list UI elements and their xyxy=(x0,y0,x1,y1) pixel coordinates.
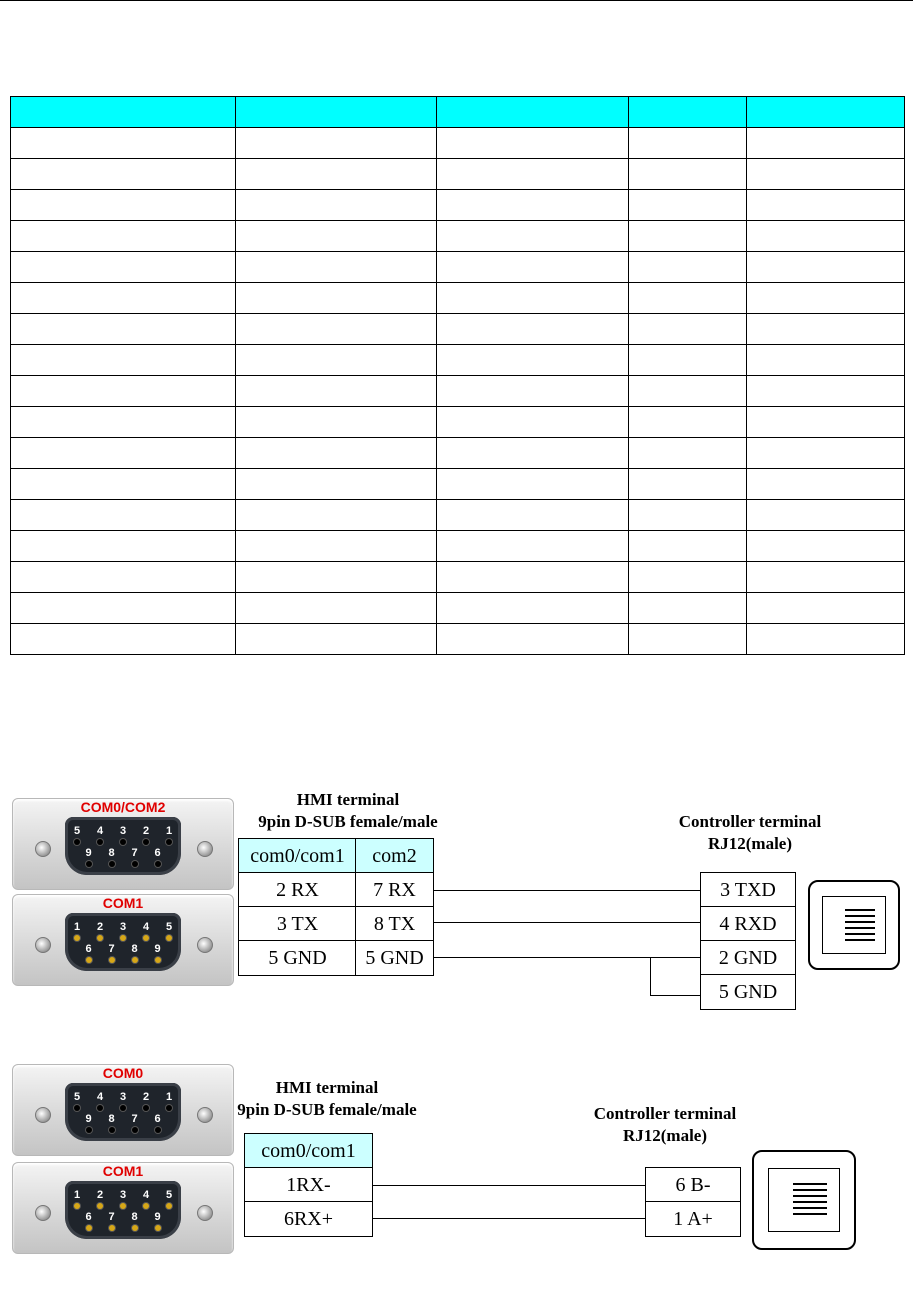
pin-2: 2 xyxy=(140,1091,153,1111)
pin-7: 7 xyxy=(128,847,141,867)
table-cell xyxy=(437,376,629,407)
pin-2: 2 xyxy=(140,825,153,845)
table-header-cell xyxy=(437,97,629,128)
table-cell xyxy=(437,159,629,190)
table-cell xyxy=(236,376,437,407)
page-top-rule xyxy=(0,0,913,1)
table-cell xyxy=(11,221,236,252)
table-cell xyxy=(11,190,236,221)
table-cell xyxy=(236,252,437,283)
table-cell xyxy=(629,190,747,221)
dsub9-female-icon xyxy=(65,817,181,875)
screw-icon xyxy=(197,1205,213,1221)
table-cell xyxy=(629,593,747,624)
table-row xyxy=(11,500,905,531)
pin-7: 7 xyxy=(128,1113,141,1133)
dsub9-male-icon xyxy=(65,1181,181,1239)
wire xyxy=(650,995,700,996)
port-label: COM1 xyxy=(102,1163,144,1179)
table-cell xyxy=(437,562,629,593)
table-row xyxy=(11,624,905,655)
table-cell xyxy=(236,407,437,438)
table-cell xyxy=(629,562,747,593)
hmi-pin-cell: 8 TX xyxy=(355,906,434,942)
hmi-header-com0-com1: com0/com1 xyxy=(244,1133,373,1169)
device-table xyxy=(10,96,905,655)
table-cell xyxy=(11,314,236,345)
controller-pin-cell: 4 RXD xyxy=(700,906,796,942)
table-cell xyxy=(629,438,747,469)
hmi-pin-cell: 6RX+ xyxy=(244,1201,373,1237)
pin-9: 9 xyxy=(151,1211,164,1231)
screw-icon xyxy=(197,841,213,857)
table-cell xyxy=(437,345,629,376)
table-cell xyxy=(11,531,236,562)
table-cell xyxy=(747,159,905,190)
table-cell xyxy=(236,500,437,531)
table-cell xyxy=(629,283,747,314)
table-cell xyxy=(629,159,747,190)
table-cell xyxy=(236,128,437,159)
table-cell xyxy=(437,469,629,500)
table-cell xyxy=(747,593,905,624)
connector-com0 xyxy=(12,1064,234,1156)
table-header-cell xyxy=(747,97,905,128)
table-cell xyxy=(747,500,905,531)
table-cell xyxy=(747,283,905,314)
table-cell xyxy=(437,407,629,438)
table-cell xyxy=(437,252,629,283)
controller-terminal-title: Controller terminal xyxy=(678,812,822,831)
table-row xyxy=(11,531,905,562)
table-cell xyxy=(437,500,629,531)
screw-icon xyxy=(197,1107,213,1123)
table-cell xyxy=(11,593,236,624)
wire xyxy=(372,1185,645,1186)
controller-terminal-title: Controller terminal xyxy=(593,1104,737,1123)
table-cell xyxy=(629,128,747,159)
table-cell xyxy=(629,624,747,655)
pin-3: 3 xyxy=(117,1091,130,1111)
pin-1: 1 xyxy=(163,1091,176,1111)
pin-1: 1 xyxy=(71,1189,84,1209)
table-cell xyxy=(747,190,905,221)
table-cell xyxy=(629,469,747,500)
pin-1: 1 xyxy=(71,921,84,941)
table-cell xyxy=(236,469,437,500)
table-cell xyxy=(747,128,905,159)
table-cell xyxy=(437,128,629,159)
pin-4: 4 xyxy=(94,1091,107,1111)
table-cell xyxy=(11,283,236,314)
table-cell xyxy=(437,624,629,655)
table-cell xyxy=(11,624,236,655)
table-cell xyxy=(629,376,747,407)
table-cell xyxy=(236,159,437,190)
hmi-pin-cell: 1RX- xyxy=(244,1167,373,1203)
table-cell xyxy=(236,562,437,593)
table-cell xyxy=(629,345,747,376)
table-header-cell xyxy=(629,97,747,128)
wire xyxy=(372,1218,645,1219)
hmi-pin-cell: 5 GND xyxy=(238,940,357,976)
table-cell xyxy=(747,252,905,283)
hmi-terminal-subtitle: 9pin D-SUB female/male xyxy=(258,812,438,831)
wire xyxy=(433,957,700,958)
table-cell xyxy=(747,314,905,345)
controller-pin-cell: 3 TXD xyxy=(700,872,796,908)
table-cell xyxy=(236,283,437,314)
connector-com0-com2 xyxy=(12,798,234,890)
hmi-terminal-title: HMI terminal xyxy=(296,790,400,809)
screw-icon xyxy=(35,1205,51,1221)
pin-9: 9 xyxy=(82,847,95,867)
table-cell xyxy=(629,500,747,531)
table-row xyxy=(11,376,905,407)
table-cell xyxy=(747,562,905,593)
table-cell xyxy=(437,190,629,221)
rj12-socket-icon xyxy=(752,1150,856,1250)
controller-pin-cell: 6 B- xyxy=(645,1167,741,1203)
hmi-terminal-subtitle: 9pin D-SUB female/male xyxy=(237,1100,417,1119)
table-cell xyxy=(629,407,747,438)
table-cell xyxy=(11,562,236,593)
table-row xyxy=(11,593,905,624)
table-cell xyxy=(747,624,905,655)
table-row xyxy=(11,190,905,221)
table-header-row xyxy=(11,97,905,128)
port-label: COM0 xyxy=(102,1065,144,1081)
screw-icon xyxy=(35,841,51,857)
pin-4: 4 xyxy=(140,1189,153,1209)
table-cell xyxy=(11,438,236,469)
table-row xyxy=(11,407,905,438)
table-cell xyxy=(747,221,905,252)
pin-3: 3 xyxy=(117,825,130,845)
pin-6: 6 xyxy=(82,1211,95,1231)
table-row xyxy=(11,345,905,376)
table-cell xyxy=(236,345,437,376)
rj12-socket-icon xyxy=(808,880,900,970)
table-cell xyxy=(747,438,905,469)
pin-8: 8 xyxy=(128,1211,141,1231)
pin-5: 5 xyxy=(71,825,84,845)
port-label: COM1 xyxy=(102,895,144,911)
table-row xyxy=(11,128,905,159)
controller-pin-cell: 2 GND xyxy=(700,940,796,976)
controller-pin-cell: 1 A+ xyxy=(645,1201,741,1237)
pin-5: 5 xyxy=(163,1189,176,1209)
dsub9-male-icon xyxy=(65,913,181,971)
pin-4: 4 xyxy=(140,921,153,941)
table-cell xyxy=(437,314,629,345)
pin-6: 6 xyxy=(82,943,95,963)
table-row xyxy=(11,159,905,190)
wire xyxy=(433,922,700,923)
pin-9: 9 xyxy=(82,1113,95,1133)
table-header-cell xyxy=(11,97,236,128)
wiring-diagram-rs485 xyxy=(0,1030,913,1260)
hmi-pin-cell: 2 RX xyxy=(238,872,357,908)
table-cell xyxy=(236,624,437,655)
table-cell xyxy=(11,128,236,159)
table-row xyxy=(11,283,905,314)
table-cell xyxy=(437,593,629,624)
pin-5: 5 xyxy=(71,1091,84,1111)
pin-5: 5 xyxy=(163,921,176,941)
table-cell xyxy=(437,283,629,314)
dsub9-female-icon xyxy=(65,1083,181,1141)
table-cell xyxy=(629,221,747,252)
table-cell xyxy=(747,376,905,407)
controller-terminal-subtitle: RJ12(male) xyxy=(622,1126,708,1145)
table-row xyxy=(11,469,905,500)
hmi-pin-cell: 5 GND xyxy=(355,940,434,976)
table-cell xyxy=(11,345,236,376)
pin-8: 8 xyxy=(105,847,118,867)
pin-6: 6 xyxy=(151,847,164,867)
table-row xyxy=(11,252,905,283)
table-header-cell xyxy=(236,97,437,128)
table-cell xyxy=(236,190,437,221)
table-cell xyxy=(236,531,437,562)
table-cell xyxy=(236,593,437,624)
hmi-header-com0-com1: com0/com1 xyxy=(238,838,357,874)
wire xyxy=(650,957,651,995)
table-cell xyxy=(11,252,236,283)
controller-pin-cell: 5 GND xyxy=(700,974,796,1010)
table-cell xyxy=(747,469,905,500)
pin-8: 8 xyxy=(105,1113,118,1133)
pin-3: 3 xyxy=(117,921,130,941)
table-cell xyxy=(11,407,236,438)
table-row xyxy=(11,221,905,252)
table-cell xyxy=(747,407,905,438)
hmi-terminal-title: HMI terminal xyxy=(275,1078,379,1097)
table-cell xyxy=(437,531,629,562)
pin-2: 2 xyxy=(94,921,107,941)
hmi-header-com2: com2 xyxy=(355,838,434,874)
table-cell xyxy=(11,159,236,190)
hmi-pin-cell: 7 RX xyxy=(355,872,434,908)
wiring-diagram-rs232 xyxy=(0,770,913,1010)
table-cell xyxy=(629,314,747,345)
pin-6: 6 xyxy=(151,1113,164,1133)
table-row xyxy=(11,314,905,345)
pin-4: 4 xyxy=(94,825,107,845)
pin-7: 7 xyxy=(105,1211,118,1231)
table-cell xyxy=(236,221,437,252)
hmi-pin-cell: 3 TX xyxy=(238,906,357,942)
screw-icon xyxy=(197,937,213,953)
table-cell xyxy=(11,376,236,407)
table-cell xyxy=(236,314,437,345)
table-cell xyxy=(236,438,437,469)
pin-2: 2 xyxy=(94,1189,107,1209)
screw-icon xyxy=(35,1107,51,1123)
table-cell xyxy=(437,438,629,469)
table-row xyxy=(11,562,905,593)
port-label: COM0/COM2 xyxy=(80,799,166,815)
table-cell xyxy=(437,221,629,252)
table-cell xyxy=(11,469,236,500)
controller-terminal-subtitle: RJ12(male) xyxy=(707,834,793,853)
pin-3: 3 xyxy=(117,1189,130,1209)
pin-1: 1 xyxy=(163,825,176,845)
table-cell xyxy=(747,531,905,562)
table-cell xyxy=(629,531,747,562)
pin-7: 7 xyxy=(105,943,118,963)
table-cell xyxy=(11,500,236,531)
connector-com1 xyxy=(12,1162,234,1254)
table-cell xyxy=(629,252,747,283)
screw-icon xyxy=(35,937,51,953)
pin-9: 9 xyxy=(151,943,164,963)
table-cell xyxy=(747,345,905,376)
table-row xyxy=(11,438,905,469)
pin-8: 8 xyxy=(128,943,141,963)
wire xyxy=(433,890,700,891)
connector-com1 xyxy=(12,894,234,986)
